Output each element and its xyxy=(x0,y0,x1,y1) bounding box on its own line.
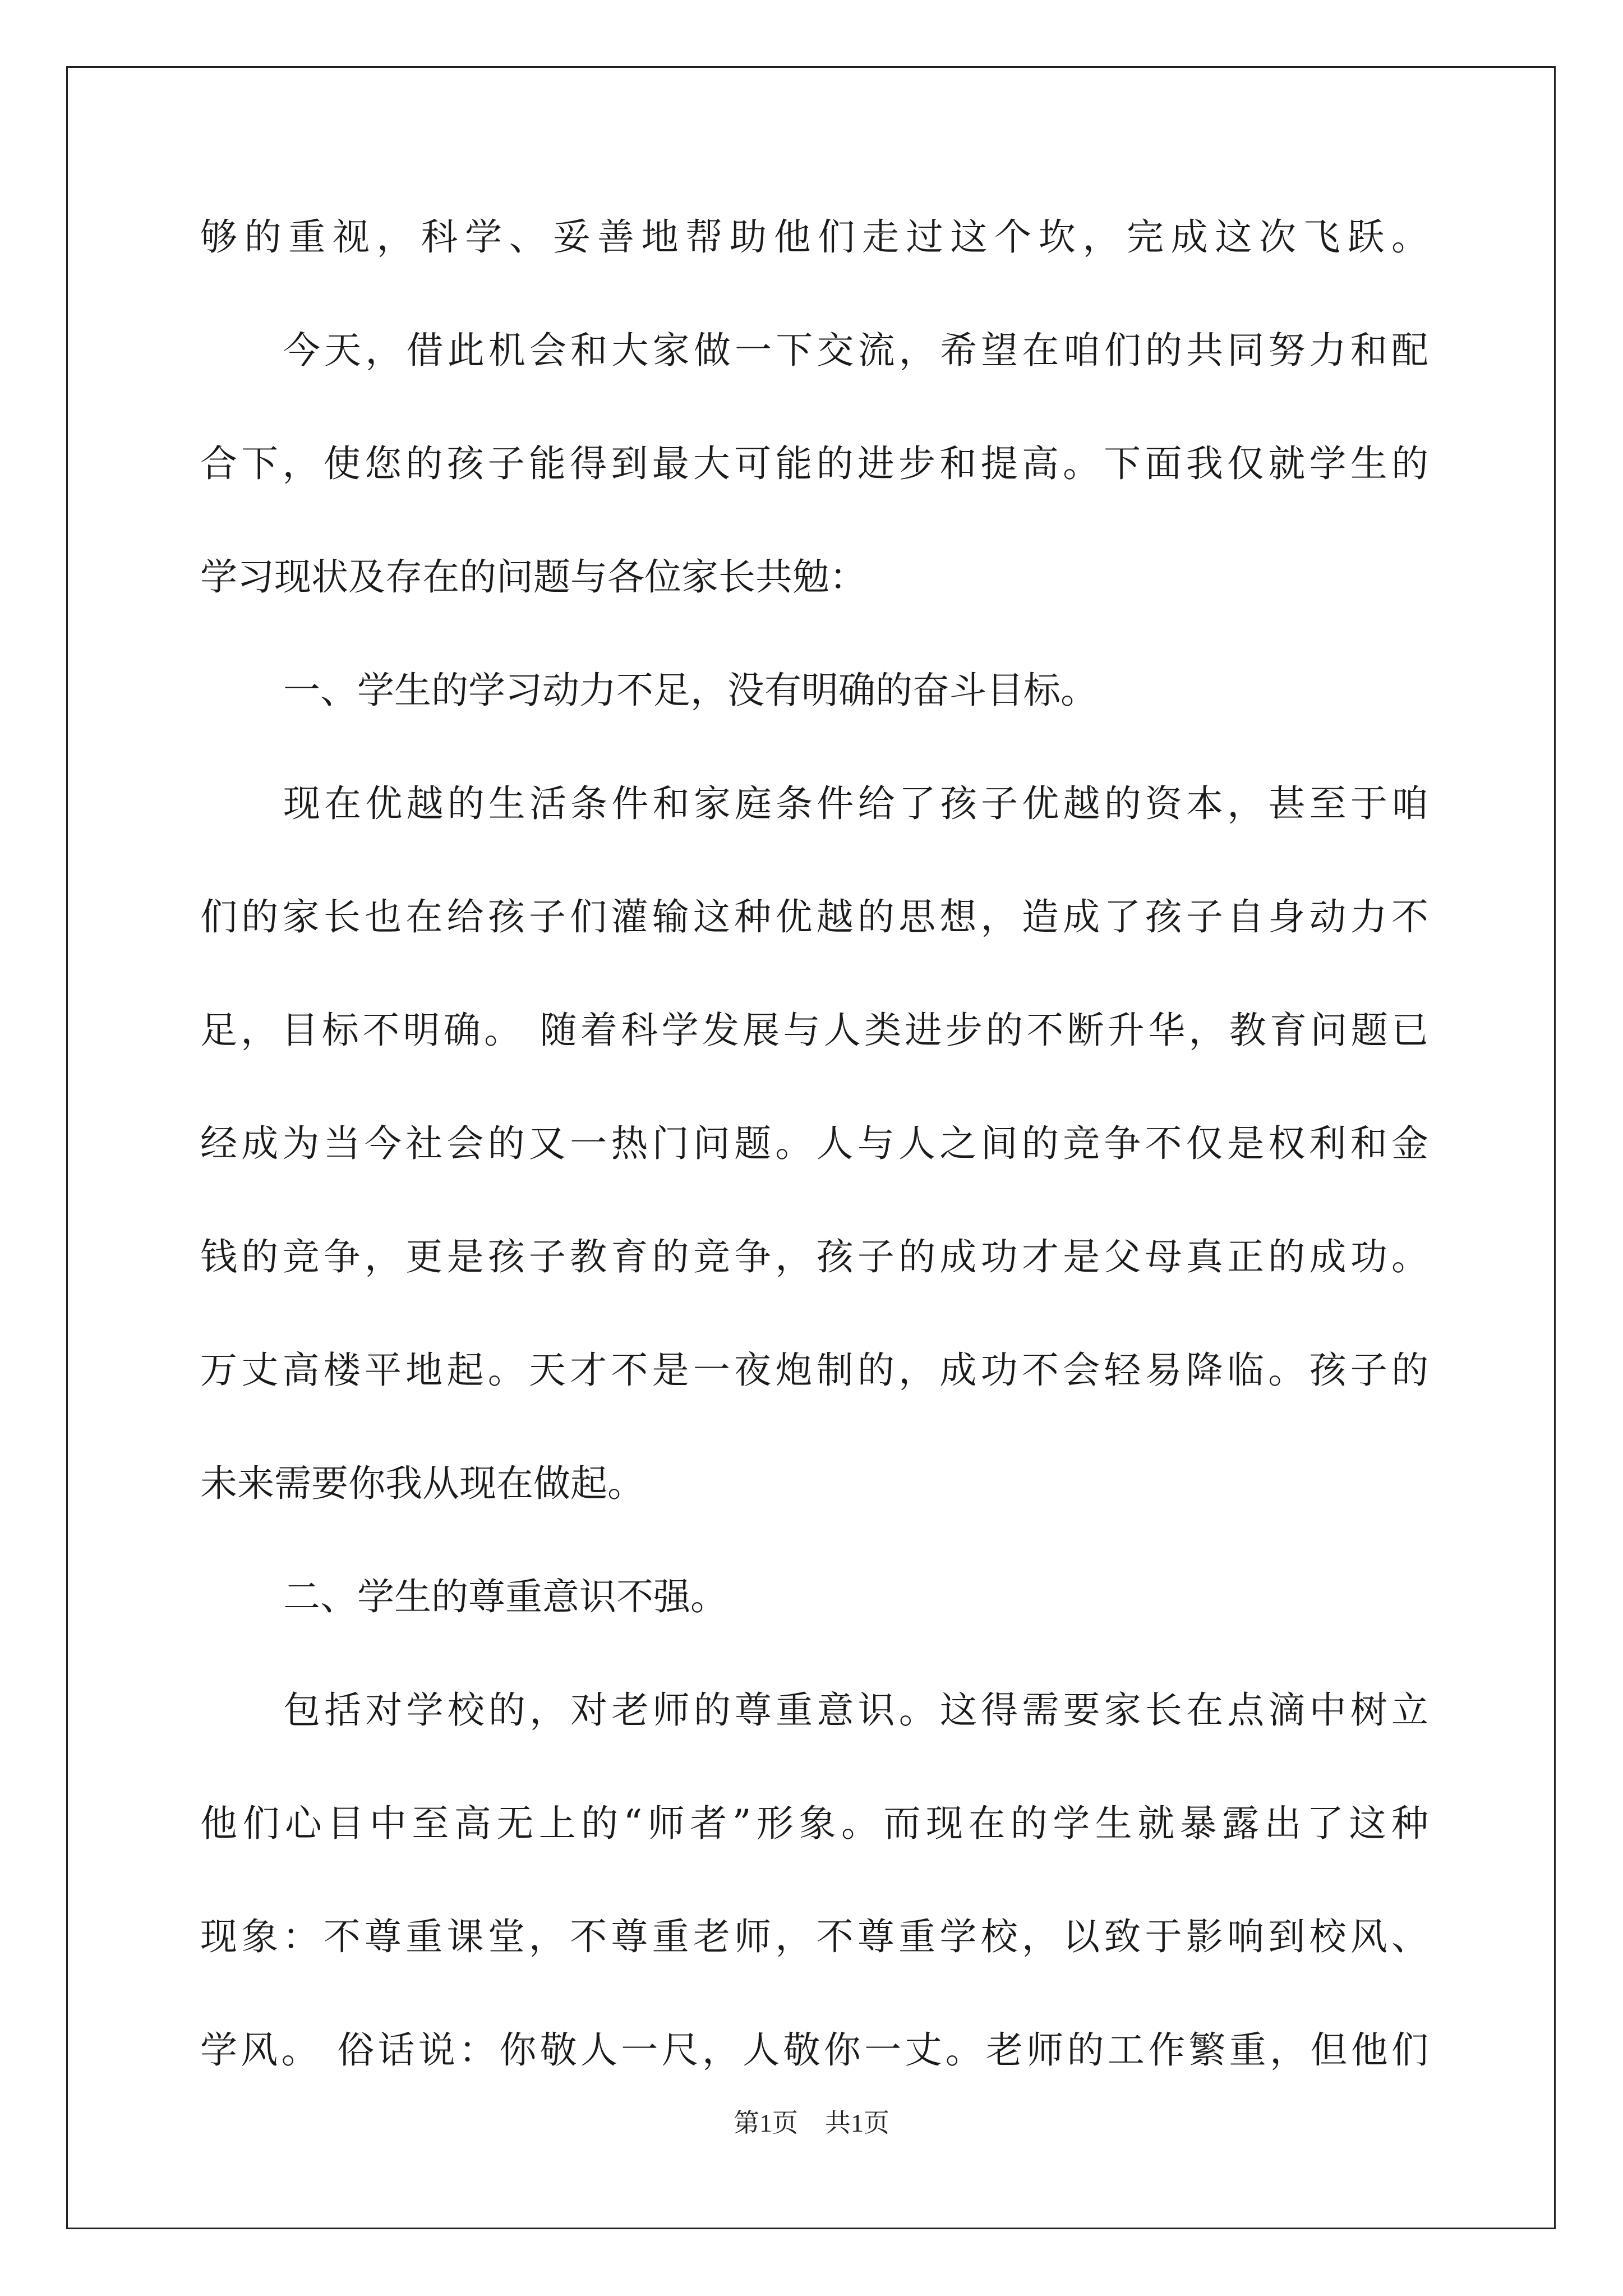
paragraph-line: 们的家长也在给孩子们灌输这种优越的思想，造成了孩子自身动力不 xyxy=(200,895,1428,938)
paragraph-line: 现在优越的生活条件和家庭条件给了孩子优越的资本，甚至于咱 xyxy=(283,782,1428,825)
section-heading: 一、学生的学习动力不足，没有明确的奋斗目标。 xyxy=(283,669,1098,712)
paragraph-line: 足，目标不明确。 随着科学发展与人类进步的不断升华，教育问题已 xyxy=(200,1009,1428,1052)
section-heading: 二、学生的尊重意识不强。 xyxy=(283,1575,727,1618)
page-footer xyxy=(0,2102,1623,2139)
page-total: 共1页 xyxy=(825,2109,889,2137)
paragraph-line: 今天，借此机会和大家做一下交流，希望在咱们的共同努力和配 xyxy=(283,329,1428,372)
page-number: 第1页 xyxy=(734,2109,798,2137)
paragraph-line: 万丈高楼平地起。天才不是一夜炮制的，成功不会轻易降临。孩子的 xyxy=(200,1349,1428,1392)
paragraph-line: 学风。 俗话说：你敬人一尺，人敬你一丈。老师的工作繁重，但他们 xyxy=(200,2028,1428,2072)
paragraph-line: 合下，使您的孩子能得到最大可能的进步和提高。下面我仅就学生的 xyxy=(200,442,1428,485)
document-body xyxy=(200,204,1428,2130)
paragraph-line: 学习现状及存在的问题与各位家长共勉： xyxy=(200,555,866,599)
paragraph-line: 现象：不尊重课堂，不尊重老师，不尊重学校，以致于影响到校风、 xyxy=(200,1915,1428,1958)
paragraph-line: 包括对学校的，对老师的尊重意识。这得需要家长在点滴中树立 xyxy=(283,1688,1428,1732)
paragraph-line: 未来需要你我从现在做起。 xyxy=(200,1462,644,1505)
paragraph-line: 够的重视，科学、妥善地帮助他们走过这个坎，完成这次飞跃。 xyxy=(200,215,1428,259)
paragraph-line: 经成为当今社会的又一热门问题。人与人之间的竞争不仅是权利和金 xyxy=(200,1122,1428,1165)
paragraph-line: 钱的竞争，更是孩子教育的竞争，孩子的成功才是父母真正的成功。 xyxy=(200,1235,1428,1278)
paragraph-line: 他们心目中至高无上的“师者”形象。而现在的学生就暴露出了这种 xyxy=(200,1802,1428,1845)
